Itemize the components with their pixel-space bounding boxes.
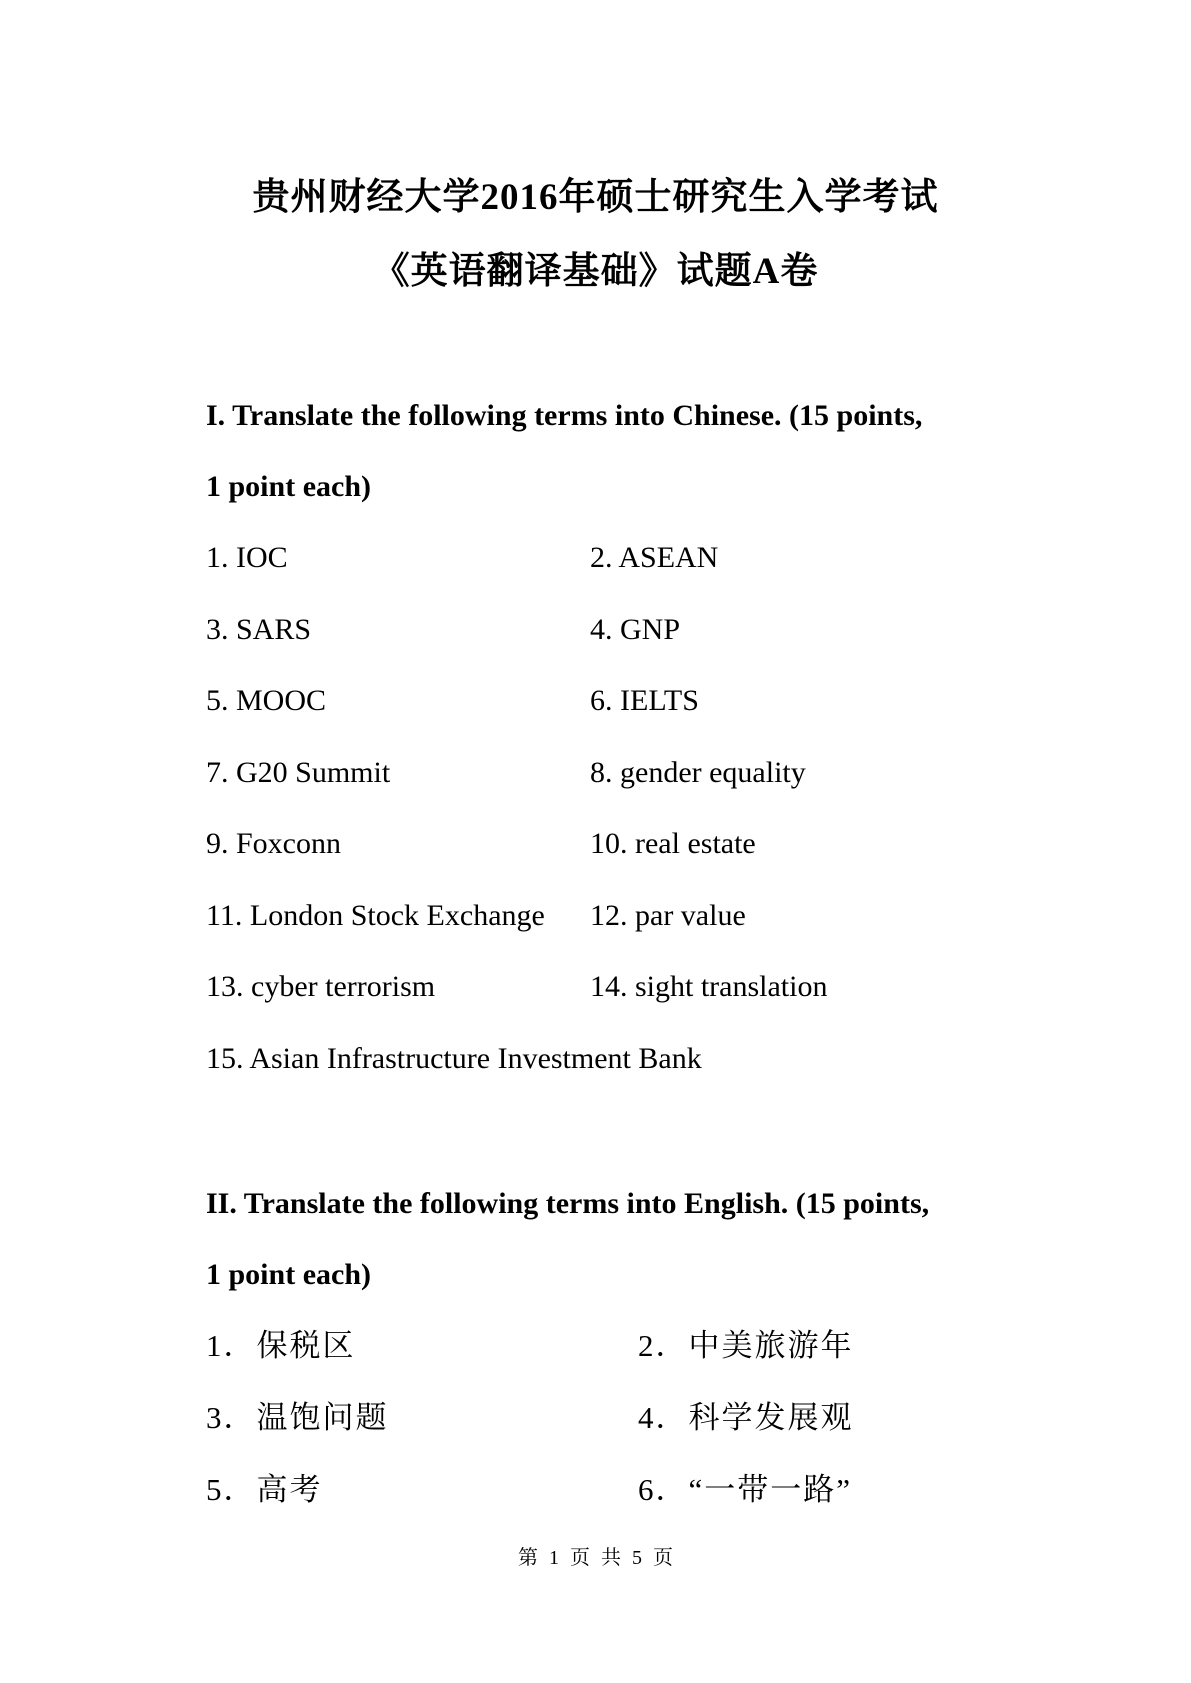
section1-term-2: 2. ASEAN: [590, 541, 719, 574]
section2-term-6: 6．“一带一路”: [638, 1472, 853, 1507]
section1-term-13: 13. cyber terrorism: [206, 970, 436, 1003]
section1-term-10: 10. real estate: [590, 827, 756, 860]
section2-term-4: 4．科学发展观: [638, 1400, 854, 1435]
section1-term-4: 4. GNP: [590, 613, 681, 646]
section2-heading-line1: II. Translate the following terms into English. (15 points,: [206, 1187, 930, 1220]
section1-heading-line1: I. Translate the following terms into Chinese. (15 points,: [206, 399, 923, 432]
section1-term-11: 11. London Stock Exchange: [206, 899, 545, 932]
page-number-footer: 第 1 页 共 5 页: [518, 1547, 673, 1569]
section1-term-15: 15. Asian Infrastructure Investment Bank: [206, 1042, 702, 1075]
section1-term-6: 6. IELTS: [590, 684, 699, 717]
section1-term-8: 8. gender equality: [590, 756, 806, 789]
section2-term-3: 3．温饱问题: [206, 1400, 389, 1435]
section2-term-5: 5．高考: [206, 1472, 323, 1507]
section1-term-1: 1. IOC: [206, 541, 288, 574]
exam-title-line2: 《英语翻译基础》试题A卷: [372, 251, 819, 292]
section1-term-12: 12. par value: [590, 899, 746, 932]
section1-heading-line2: 1 point each): [206, 470, 371, 503]
section1-term-14: 14. sight translation: [590, 970, 828, 1003]
exam-title-line1: 贵州财经大学2016年硕士研究生入学考试: [252, 177, 939, 218]
section1-term-7: 7. G20 Summit: [206, 756, 391, 789]
section2-heading-line2: 1 point each): [206, 1258, 371, 1291]
section1-term-9: 9. Foxconn: [206, 827, 341, 860]
section2-term-1: 1．保税区: [206, 1328, 356, 1363]
section2-term-2: 2．中美旅游年: [638, 1328, 854, 1363]
section1-term-5: 5. MOOC: [206, 684, 327, 717]
section1-term-3: 3. SARS: [206, 613, 312, 646]
